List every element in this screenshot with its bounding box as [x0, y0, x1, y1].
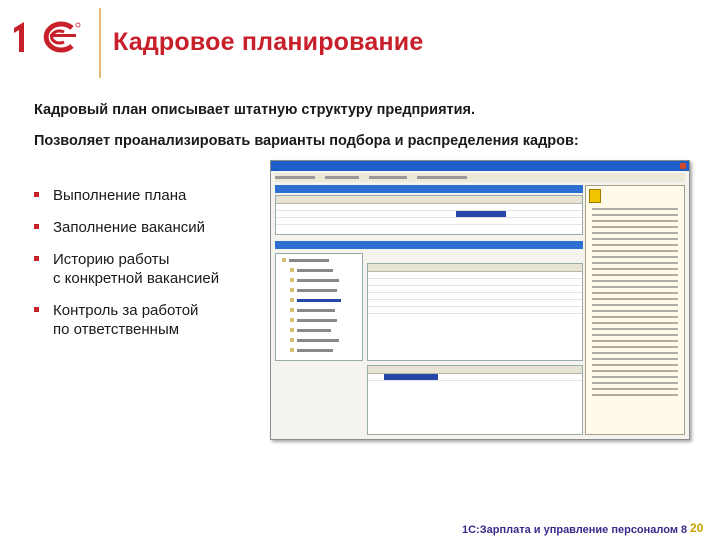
help-panel [585, 185, 685, 435]
list-item: Заполнение вакансий [34, 218, 219, 237]
window-title-bar [271, 161, 689, 171]
structure-tree [275, 253, 363, 361]
window-close-icon [680, 163, 686, 169]
vacancies-section-bar [275, 185, 583, 193]
header-divider [99, 8, 101, 78]
positions-table [367, 263, 583, 361]
feature-list [34, 186, 219, 352]
app-screenshot [270, 160, 690, 440]
list-item: Выполнение плана [34, 186, 219, 205]
window-menu-bar [275, 173, 685, 182]
footer-product: 1С:Зарплата и управление персоналом 8 [462, 524, 688, 536]
intro-paragraph: Кадровый план описывает штатную структуру предприятия. [34, 102, 476, 118]
bullet-icon [34, 224, 39, 229]
1c-logo-icon [10, 18, 90, 54]
info-icon [589, 189, 601, 203]
company-logo [10, 18, 90, 54]
list-item: Контроль за работой по ответственным [34, 301, 219, 339]
history-table [367, 365, 583, 435]
page-title: Кадровое планирование [113, 28, 424, 56]
page-number: 20 [690, 521, 704, 535]
positions-section-bar [275, 241, 583, 249]
analysis-paragraph: Позволяет проанализировать варианты подбора и распределения кадров: [34, 133, 579, 149]
bullet-icon [34, 192, 39, 197]
vacancies-table [275, 195, 583, 235]
bullet-icon [34, 307, 39, 312]
list-item: Историю работы с конкретной вакансией [34, 250, 219, 288]
bullet-icon [34, 256, 39, 261]
